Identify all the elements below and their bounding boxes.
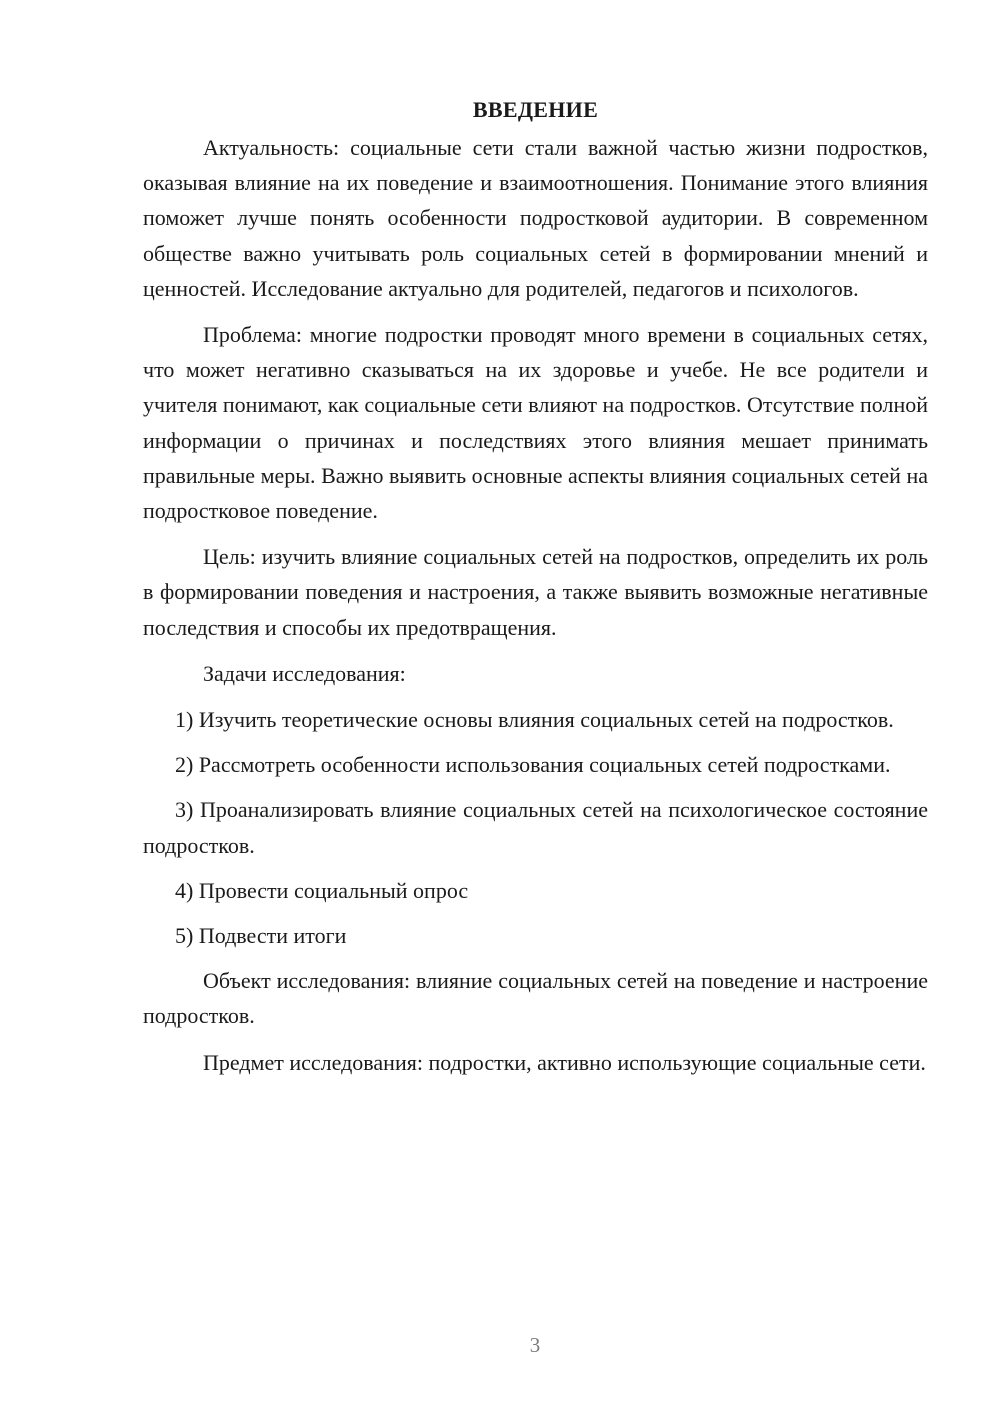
paragraph-goal: Цель: изучить влияние социальных сетей на подростков, определить их роль в формировании поведения и настроения, а также выявить возможные негативные последствия и способы их предотвращения. [143, 544, 928, 640]
task-item-5: 5) Подвести итоги [175, 923, 347, 949]
document-page [143, 90, 928, 1091]
paragraph-object: Объект исследования: влияние социальных сетей на поведение и настроение подростков. [143, 968, 928, 1029]
task-item-3: 3) Проанализировать влияние социальных сетей на психологическое состояние подростков. [143, 797, 928, 858]
page-number: 3 [529, 1333, 541, 1357]
task-item-2: 2) Рассмотреть особенности использования социальных сетей подростками. [175, 752, 891, 778]
paragraph-problem: Проблема: многие подростки проводят много времени в социальных сетях, что может негативно сказываться на их здоровье и учебе. Не все родители и учителя понимают, как социальные сети влияют на подростков. Отсутствие полной информации о причинах и последствиях этого влияния мешает принимать правильные меры. Важно выявить основные аспекты влияния социальных сетей на подростковое поведение. [143, 322, 928, 524]
paragraph-tasks-heading: Задачи исследования: [203, 660, 406, 686]
paragraph-relevance: Актуальность: социальные сети стали важной частью жизни подростков, оказывая влияние на их поведение и взаимоотношения. Понимание этого влияния поможет лучше понять особенности подростковой аудитории. В современном обществе важно учитывать роль социальных сетей в формировании мнений и ценностей. Исследование актуально для родителей, педагогов и психологов. [143, 135, 928, 301]
task-item-1: 1) Изучить теоретические основы влияния социальных сетей на подростков. [175, 707, 894, 733]
page-title: ВВЕДЕНИЕ [472, 97, 599, 122]
task-item-4: 4) Провести социальный опрос [175, 877, 469, 903]
paragraph-subject: Предмет исследования: подростки, активно использующие социальные сети. [203, 1049, 926, 1075]
